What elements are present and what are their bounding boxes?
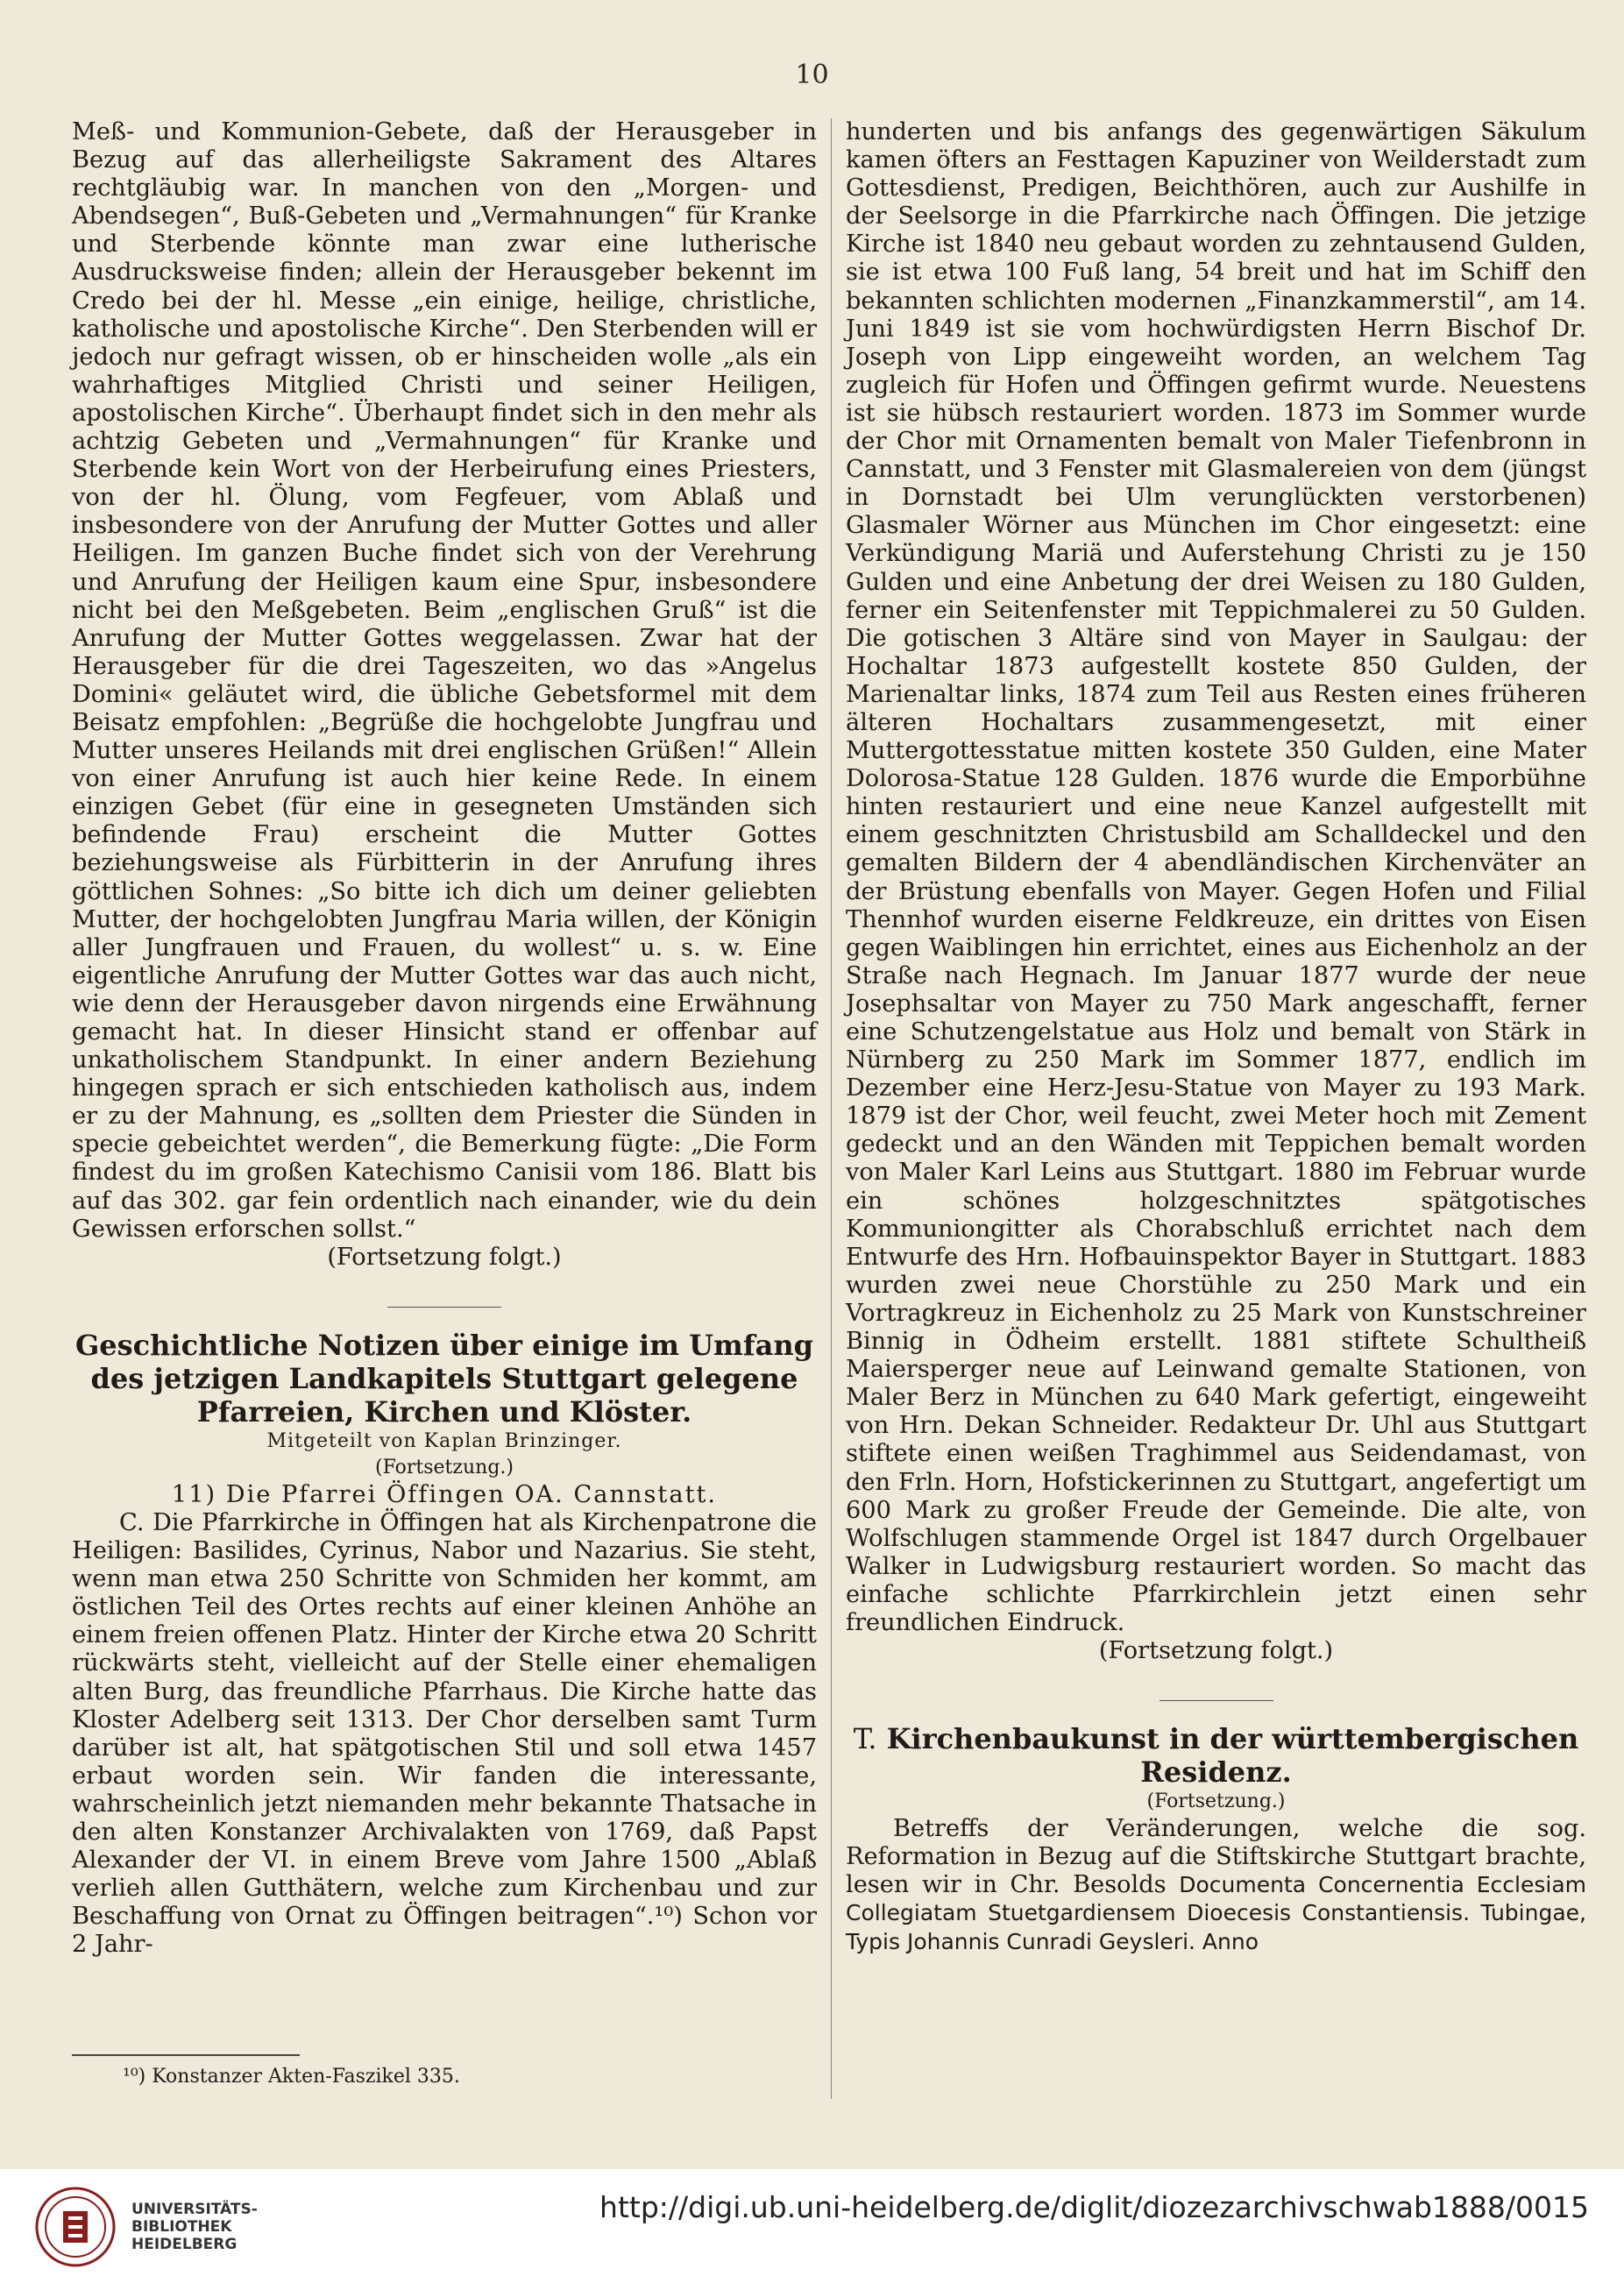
logo-line: BIBLIOTHEK	[131, 2218, 232, 2236]
footer-bar	[0, 2169, 1624, 2283]
latin-citation: Documenta Concernentia Ecclesiam Collegiatam Stuetgardiensem Dioecesis Constantiensis. Tubingae, Typis Johannis Cunradi Geysleri. Anno	[846, 1872, 1587, 1954]
right-column	[846, 118, 1586, 1956]
library-logo-text	[131, 2201, 258, 2253]
footnote: ¹⁰) Konstanzer Akten-Faszikel 335.	[123, 2066, 460, 2088]
article-heading	[846, 1722, 1586, 1789]
logo-line: HEIDELBERG	[131, 2236, 238, 2253]
continuation-note: (Fortsetzung folgt.)	[327, 1243, 562, 1271]
paragraph-text: Betreffs der Veränderungen, welche die sog. Reformation in Bezug auf die Stiftskirche Stuttgart brachte, lesen wir in Chr. Besolds	[846, 1815, 1586, 1899]
column-divider	[831, 118, 832, 2099]
article-heading: Geschichtliche Notizen über einige im Umfang des jetzigen Landkapitels Stuttgart gelegene Pfarreien, Kirchen und Klöster.	[74, 1328, 814, 1429]
right-paragraph-2	[846, 1815, 1586, 1955]
section-divider	[387, 1307, 501, 1308]
left-column	[72, 118, 817, 1959]
continued-label: (Fortsetzung.)	[1146, 1790, 1286, 1813]
source-url[interactable]: http://digi.ub.uni-heidelberg.de/diglit/diozezarchivschwab1888/0015	[599, 2190, 1589, 2224]
heading-text: Kirchenbaukunst in der württembergischen Residenz.	[886, 1722, 1579, 1790]
logo-line: UNIVERSITÄTS-	[131, 2201, 258, 2218]
heading-initial: T.	[853, 1722, 877, 1756]
left-paragraph-2: C. Die Pfarrkirche in Öffingen hat als Kirchenpatrone die Heiligen: Basilides, Cyrinus, Nabor und Nazarius. Sie steht, wenn man etwa 250 Schritte von Schmiden her kommt, am östlichen Teil des Ortes rechts auf einer kleinen Anhöhe an einem freien offenen Platz. Hinter der Kirche etwa 20 Schritt rückwärts steht, vielleicht auf der Stelle einer ehemaligen alten Burg, das freundliche Pfarrhaus. Die Kirche hatte das Kloster Adelberg seit 1313. Der Chor derselben samt Turm darüber ist alt, hat spätgotischen Stil und soll etwa 1457 erbaut worden sein. Wir fanden die interessante, wahrscheinlich jetzt niemanden mehr bekannte Thatsache in den alten Konstanzer Archivalakten von 1769, daß Papst Alexander der VI. in einem Breve vom Jahre 1500 „Ablaß verlieh allen Gutthätern, welche zum Kirchenbau und zur Beschaffung von Ornat zu Öffingen beitragen“.¹⁰) Schon vor 2 Jahr-	[72, 1508, 817, 1959]
footnote-rule	[72, 2054, 300, 2056]
section-divider	[1159, 1700, 1273, 1701]
article-byline: Mitgeteilt von Kaplan Brinzinger.	[266, 1429, 622, 1452]
right-paragraph-1: hunderten und bis anfangs des gegenwärtigen Säkulum kamen öfters an Festtagen Kapuziner von Weilderstadt zum Gottesdienst, Predigen, Beichthören, auch zur Aushilfe in der Seelsorge in die Pfarrkirche nach Öffingen. Die jetzige Kirche ist 1840 neu gebaut worden zu zehntausend Gulden, sie ist etwa 100 Fuß lang, 54 breit und hat im Schiff den bekannten schlichten modernen „Finanzkammerstil“, am 14. Juni 1849 ist sie vom hochwürdigsten Herrn Bischof Dr. Joseph von Lipp eingeweiht worden, an welchem Tag zugleich für Hofen und Öffingen gefirmt wurde. Neuestens ist sie hübsch restauriert worden. 1873 im Sommer wurde der Chor mit Ornamenten bemalt von Maler Tiefenbronn in Cannstatt, und 3 Fenster mit Glasmalereien von dem (jüngst in Dornstadt bei Ulm verunglückten verstorbenen) Glasmaler Wörner aus München im Chor eingesetzt: eine Verkündigung Mariä und Auferstehung Christi zu je 150 Gulden und eine Anbetung der drei Weisen zu 180 Gulden, ferner ein Seitenfenster mit Teppichmalerei zu 50 Gulden. Die gotischen 3 Altäre sind von Mayer in Saulgau: der Hochaltar 1873 aufgestellt kostete 850 Gulden, der Marienaltar links, 1874 zum Teil aus Resten eines früheren älteren Hochaltars zusammengesetzt, mit einer Muttergottesstatue mitten kostete 350 Gulden, eine Mater Dolorosa-Statue 128 Gulden. 1876 wurde die Emporbühne hinten restauriert und eine neue Kanzel aufgestellt mit einem geschnitzten Christusbild am Schalldeckel und den gemalten Bildern der 4 abendländischen Kirchenväter an der Brüstung ebenfalls von Mayer. Gegen Hofen und Filial Thennhof wurden eiserne Feldkreuze, ein drittes von Eisen gegen Waiblingen hin errichtet, eines aus Eichenholz an der Straße nach Hegnach. Im Januar 1877 wurde der neue Josephsaltar von Mayer zu 750 Mark angeschafft, ferner eine Schutzengelstatue aus Holz und bemalt von Stärk in Nürnberg zu 250 Mark im Sommer 1877, endlich im Dezember eine Herz-Jesu-Statue von Mayer zu 193 Mark. 1879 ist der Chor, weil feucht, zwei Meter hoch mit Zement gedeckt und an den Wänden mit Teppichen bemalt worden von Maler Karl Leins aus Stuttgart. 1880 im Februar wurde ein schönes holzgeschnitztes spätgotisches Kommuniongitter als Chorabschluß errichtet nach dem Entwurfe des Hrn. Hofbauinspektor Bayer in Stuttgart. 1883 wurden zwei neue Chorstühle zu 250 Mark und ein Vortragkreuz in Eichenholz zu 25 Mark von Kunstschreiner Binnig in Ödheim erstellt. 1881 stiftete Schultheiß Maiersperger neue auf Leinwand gemalte Stationen, von Maler Berz in München zu 640 Mark gefertigt, eingeweiht von Hrn. Dekan Schneider. Redakteur Dr. Uhl aus Stuttgart stiftete einen weißen Traghimmel aus Seidendamast, von den Frln. Horn, Hofstickerinnen zu Stuttgart, angefertigt um 600 Mark zu großer Freude der Gemeinde. Die alte, von Wolfschlugen stammende Orgel ist 1847 durch Orgelbauer Walker in Ludwigsburg restauriert worden. So macht das einfache schlichte Pfarrkirchlein jetzt einen sehr freundlichen Eindruck.	[846, 118, 1586, 1636]
article-subheading: 11) Die Pfarrei Öffingen OA. Cannstatt.	[171, 1480, 718, 1508]
page-number: 10	[795, 60, 829, 90]
left-paragraph-1: Meß- und Kommunion-Gebete, daß der Herausgeber in Bezug auf das allerheiligste Sakrament des Altares rechtgläubig war. In manchen von den „Morgen- und Abendsegen“, Buß-Gebeten und „Vermahnungen“ für Kranke und Sterbende könnte man zwar eine lutherische Ausdrucksweise finden; allein der Herausgeber bekennt im Credo bei der hl. Messe „ein einige, heilige, christliche, katholische und apostolische Kirche“. Den Sterbenden will er jedoch nur gefragt wissen, ob er hinscheiden wolle „als ein wahrhaftiges Mitglied Christi und seiner Heiligen, apostolischen Kirche“. Überhaupt findet sich in den mehr als achtzig Gebeten und „Vermahnungen“ für Kranke und Sterbende kein Wort von der Herbeirufung eines Priesters, von der hl. Ölung, vom Fegfeuer, vom Ablaß und insbesondere von der Anrufung der Mutter Gottes und aller Heiligen. Im ganzen Buche findet sich von der Verehrung und Anrufung der Heiligen kaum eine Spur, insbesondere nicht bei den Meßgebeten. Beim „englischen Gruß“ ist die Anrufung der Mutter Gottes weggelassen. Zwar hat der Herausgeber für die drei Tageszeiten, wo das »Angelus Domini« geläutet wird, die übliche Gebetsformel mit dem Beisatz empfohlen: „Begrüße die hochgelobte Jungfrau und Mutter unseres Heilands mit drei englischen Grüßen!“ Allein von einer Anrufung ist auch hier keine Rede. In einem einzigen Gebet (für eine in gesegneten Umständen sich befindende Frau) erscheint die Mutter Gottes beziehungsweise als Fürbitterin in der Anrufung ihres göttlichen Sohnes: „So bitte ich dich um deiner geliebten Mutter, der hochgelobten Jungfrau Maria willen, der Königin aller Jungfrauen und Frauen, du wollest“ u. s. w. Eine eigentliche Anrufung der Mutter Gottes war das auch nicht, wie denn der Herausgeber davon nirgends eine Erwähnung gemacht hat. In dieser Hinsicht stand er offenbar auf unkatholischem Standpunkt. In einer andern Beziehung hingegen sprach er sich entschieden katholisch aus, indem er zu der Mahnung, es „sollten dem Priester die Sünden in specie gebeichtet werden“, die Bemerkung fügte: „Die Form findest du im großen Katechismo Canisii vom 186. Blatt bis auf das 302. gar fein ordentlich nach einander, wie du dein Gewissen erforschen sollst.“	[72, 118, 817, 1243]
university-seal-icon	[33, 2185, 117, 2269]
continued-label: (Fortsetzung.)	[375, 1456, 514, 1478]
continuation-note: (Fortsetzung folgt.)	[1098, 1637, 1334, 1665]
